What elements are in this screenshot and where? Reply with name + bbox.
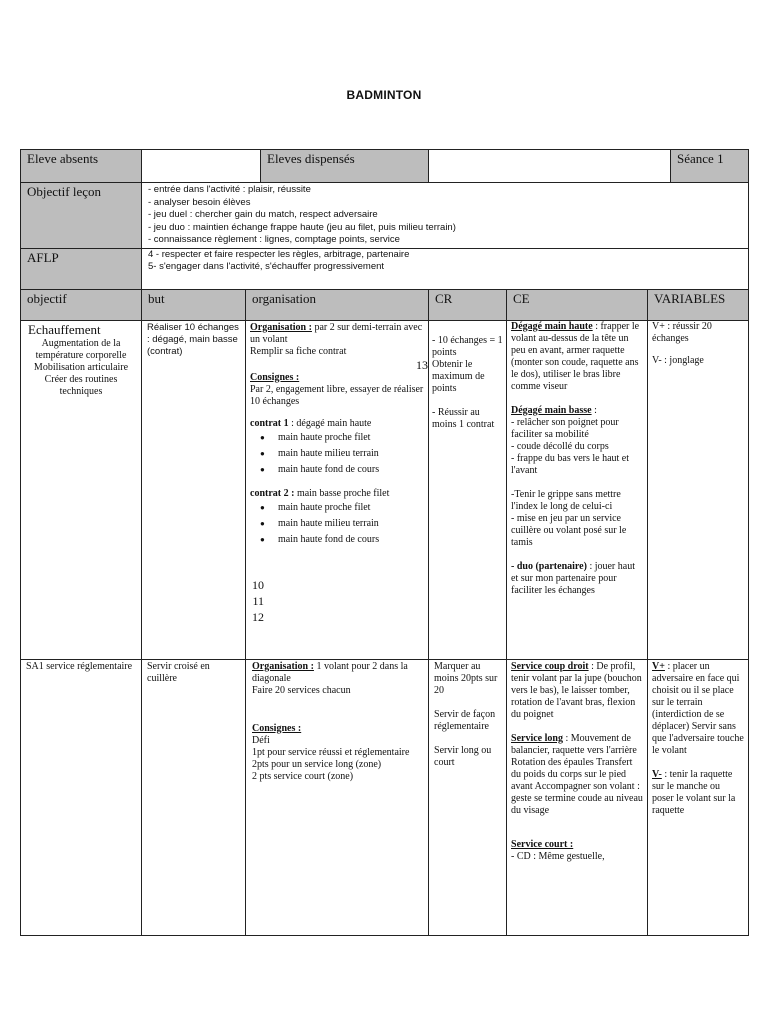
ce-label: Service coup droit [511, 660, 589, 672]
service-but: Servir croisé en cuillère [142, 659, 246, 935]
aflp-item: 4 - respecter et faire respecter les règles, arbitrage, partenaire [148, 248, 410, 260]
col-ce: CE [507, 289, 648, 320]
seance-label: Séance 1 [671, 150, 748, 182]
cr-item: - 10 échanges = 1 points [432, 334, 503, 358]
cr-item: Servir long ou court [434, 744, 492, 768]
aflp-row [21, 248, 749, 289]
header-row [21, 150, 749, 183]
organisation-line: Remplir sa fiche contrat [250, 345, 347, 357]
col-cr: CR [429, 289, 507, 320]
echauffement-ce: Dégagé main haute : frapper le volant au-dessus de la tête un peu en avant, armer raquette (monter son coude, raquette ans le dos), utiliser le bras libre comme viseur Dégagé main basse : - relâcher son poignet pour faciliter sa mobilité - coude décollé du corps - frappe du bas vers le haut et l'avant -Tenir le grippe sans mettre l'index le long de celui-ci - mise en jeu par un service cuillère ou volant posé sur le tamis - duo (partenaire) : jouer haut et sur mon partenaire pour faciliter les échanges [507, 320, 648, 659]
line-number: 11 [252, 594, 264, 608]
organisation-label: Organisation : [252, 660, 314, 672]
cr-item: Servir de façon réglementaire [434, 708, 496, 732]
objectif-item: - connaissance règlement : lignes, comptage points, service [148, 234, 400, 245]
echauffement-objectif [21, 320, 142, 659]
page-title: BADMINTON [346, 88, 422, 102]
line-number: 13 [416, 357, 429, 372]
line-number: 12 [252, 610, 264, 624]
objectif-lecon-content [142, 183, 749, 249]
eleve-absents-field[interactable] [142, 150, 261, 182]
service-objectif: SA1 service réglementaire [21, 659, 142, 935]
contrat1-label: contrat 1 [250, 417, 289, 429]
cr-item: Marquer au moins 20pts sur 20 [434, 660, 498, 696]
aflp-item: 5- s'engager dans l'activité, s'échauffer progressivement [148, 261, 385, 272]
col-objectif: objectif [21, 289, 142, 320]
consignes-label: Consignes : [250, 371, 300, 383]
service-ce: Service coup droit : De profil, tenir volant par la jupe (bouchon vers le bas), le laisser tomber, rotation de l'avant bras, flexion du poignet Service long : Mouvement de balancier, raquette vers l'arrière Rotation des épaules Transfert du poids du corps sur le pied avant Accompagner son volant : geste se termine coude au niveau du visage Service court : - CD : Même gestuelle, [507, 659, 648, 935]
list-item: ● main haute fond de cours [260, 462, 424, 478]
echauffement-row [21, 320, 749, 659]
organisation-label: Organisation : [250, 321, 312, 333]
echauffement-cr [429, 320, 507, 659]
contrat2-list [250, 500, 424, 548]
list-item: ● main haute milieu terrain [260, 446, 424, 462]
variable-label: V- [652, 768, 662, 780]
ce-label: Dégagé main basse [511, 404, 592, 416]
echauffement-organisation: Organisation : par 2 sur demi-terrain avec un volant Remplir sa fiche contrat 13 Consignes : Par 2, engagement libre, essayer de réaliser 10 échanges contrat 1 : dégagé main haute ● main haute proche filet ● main haute milieu terrain ● main haute fond de cours contrat 2 : main basse proche filet ● main haute proche filet ● main haute milieu terrain ● main haute fond de cours [246, 320, 429, 659]
consignes-label: Consignes : [252, 722, 302, 734]
objectif-item: - analyser besoin élèves [148, 196, 251, 208]
cr-item: Obtenir le maximum de points [432, 358, 485, 394]
consignes-text: Par 2, engagement libre, essayer de réaliser 10 échanges [250, 383, 424, 407]
list-item: ● main haute proche filet [260, 500, 424, 516]
list-item: ● main haute proche filet [260, 430, 424, 446]
objectif-lecon-label: Objectif leçon [21, 183, 142, 249]
aflp-content [142, 248, 749, 289]
echauffement-but: Réaliser 10 échanges : dégagé, main basse (contrat) [142, 320, 246, 659]
contrat2-label: contrat 2 : [250, 487, 295, 499]
ce-label: Service long [511, 732, 563, 744]
lesson-table [20, 149, 749, 936]
line-number: 10 [252, 578, 264, 592]
contrat1-list [250, 430, 424, 478]
variable-label: V+ [652, 660, 665, 672]
ce-label: - duo (partenaire) [511, 560, 587, 572]
objectif-line: Augmentation de la température corporelle [35, 337, 127, 361]
objectif-line: Mobilisation articulaire [33, 361, 129, 373]
echauffement-variables [648, 320, 749, 659]
service-organisation: Organisation : 1 volant pour 2 dans la diagonale Faire 20 services chacun Consignes : Défi 1pt pour service réussi et réglementaire 2pts pour un service long (zone) 2 pts service court (zone) [246, 659, 429, 935]
echauffement-title: Echauffement [28, 321, 101, 337]
eleves-dispenses-label: Eleves dispensés [261, 150, 428, 182]
objectif-item: - entrée dans l'activité : plaisir, réussite [148, 184, 311, 195]
objectif-item: - jeu duo : maintien échange frappe haute (jeu au filet, puis milieu terrain) [148, 221, 456, 233]
list-item: ● main haute milieu terrain [260, 516, 424, 532]
aflp-label: AFLP [21, 248, 142, 289]
list-item: ● main haute fond de cours [260, 532, 424, 548]
lesson-plan-document [20, 149, 748, 936]
objectif-lecon-row [21, 183, 749, 249]
eleve-absents-label: Eleve absents [21, 150, 142, 183]
service-row [21, 659, 749, 935]
eleves-dispenses-field[interactable] [429, 150, 671, 182]
cr-item: - Réussir au moins 1 contrat [432, 406, 495, 430]
objectif-line: Créer des routines techniques [44, 373, 118, 397]
col-variables: VARIABLES [648, 289, 749, 320]
ce-label: Service court : [511, 838, 574, 850]
column-header-row [21, 289, 749, 320]
service-cr [429, 659, 507, 935]
col-organisation: organisation [246, 289, 429, 320]
col-but: but [142, 289, 246, 320]
line-numbers [230, 577, 264, 625]
service-variables: V+ : placer un adversaire en face qui choisit ou il se place sur le terrain (interdiction de se déplacer) Servir sans que l'adversaire touche le volant V- : tenir la raquette sur le manche ou poser le volant sur la raquette [648, 659, 749, 935]
variable-item: V- : jonglage [652, 354, 704, 366]
variable-item: V+ : réussir 20 échanges [652, 320, 712, 344]
ce-label: Dégagé main haute [511, 320, 593, 332]
objectif-item: - jeu duel : chercher gain du match, respect adversaire [148, 209, 378, 220]
